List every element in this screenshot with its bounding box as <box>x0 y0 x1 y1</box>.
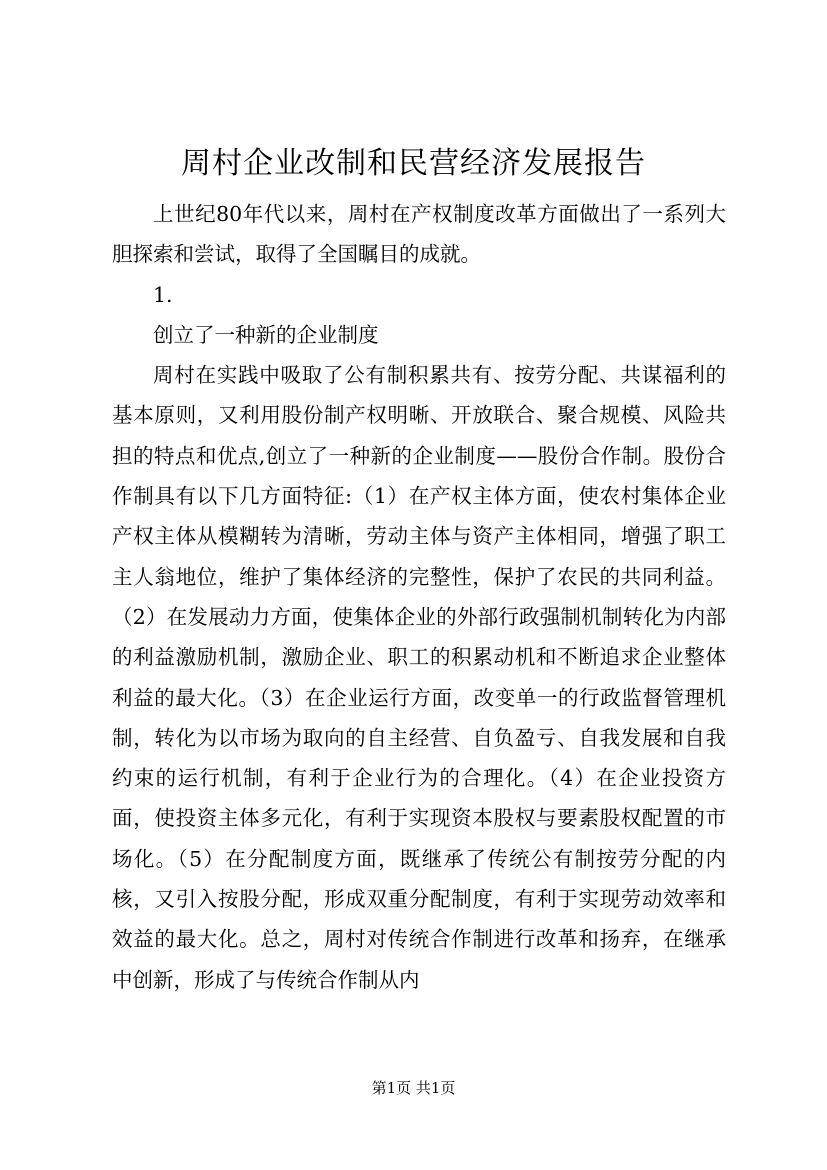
document-body <box>112 194 726 1000</box>
document-title: 周村企业改制和民营经济发展报告 <box>181 146 646 181</box>
section-heading: 创立了一种新的企业制度 <box>153 322 379 347</box>
page-footer: 第1页 共1页 <box>371 1079 456 1097</box>
body-paragraph: 周村在实践中吸取了公有制积累共有、按劳分配、共谋福利的基本原则，又利用股份制产权明晰、开放联合、聚合规模、风险共担的特点和优点,创立了一种新的企业制度——股份合作制。股份合作制具有以下几方面特征:（1）在产权主体方面，使农村集体企业产权主体从模糊转为清晰，劳动主体与资产主体相同，增强了职工主人翁地位，维护了集体经济的完整性，保护了农民的共同利益。（2）在发展动力方面，使集体企业的外部行政强制机制转化为内部的利益激励机制，激励企业、职工的积累动机和不断追求企业整体利益的最大化。（3）在企业运行方面，改变单一的行政监督管理机制，转化为以市场为取向的自主经营、自负盈亏、自我发展和自我约束的运行机制，有利于企业行为的合理化。（4）在企业投资方面，使投资主体多元化，有利于实现资本股权与要素股权配置的市场化。（5）在分配制度方面，既继承了传统公有制按劳分配的内核，又引入按股分配，形成双重分配制度，有利于实现劳动效率和效益的最大化。总之，周村对传统合作制进行改革和扬弃，在继承中创新，形成了与传统合作制从内 <box>112 363 726 992</box>
section-number: 1. <box>153 282 173 307</box>
intro-paragraph: 上世纪80年代以来，周村在产权制度改革方面做出了一系列大胆探索和尝试，取得了全国瞩目的成就。 <box>112 202 726 267</box>
